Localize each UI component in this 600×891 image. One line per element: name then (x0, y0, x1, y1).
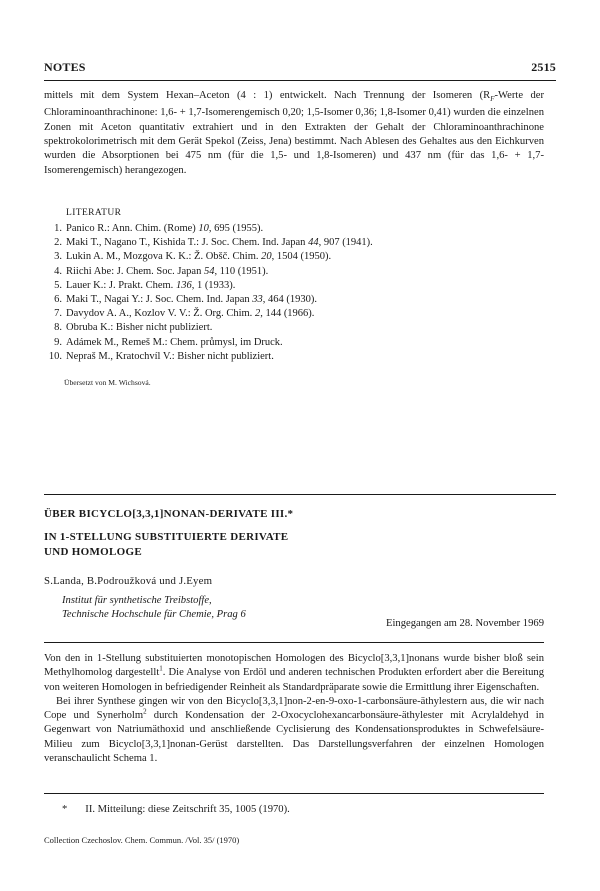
continuation-paragraph (44, 89, 544, 178)
article-separator-rule (44, 494, 556, 495)
reference-item (48, 350, 560, 364)
reference-item (48, 236, 560, 250)
article-subtitle (44, 530, 556, 559)
reference-text (66, 293, 317, 307)
authors: S.Landa, B.Podroužková und J.Eyem (44, 575, 213, 587)
reference-number: 7. (54, 308, 62, 320)
reference-item (48, 293, 560, 307)
body-paragraph-1-text-a: Von den in 1-Stellung substituierten monotopischen Homologen des Bicyclo[3,3,1]nonans wurde bisher bloß sein Methylhomolog dargestellt (44, 653, 544, 679)
reference-pages: , 907 (1941). (318, 237, 373, 249)
body-paragraph-2 (44, 695, 544, 766)
page-number: 2515 (531, 60, 556, 74)
reference-number: 6. (54, 294, 62, 306)
reference-text (66, 307, 314, 321)
reference-volume: 44 (308, 237, 319, 249)
reference-list (48, 222, 560, 364)
reference-citation: Panico R.: Ann. Chim. (Rome) (66, 223, 199, 234)
reference-citation: Lukin A. M., Mozgova K. K.: Ž. Obšč. Chim. (66, 251, 262, 263)
reference-citation: Lauer K.: J. Prakt. Chem. (66, 279, 176, 291)
literature-heading: LITERATUR (66, 208, 122, 218)
article-subtitle-line-1: IN 1-STELLUNG SUBSTITUIERTE DERIVATE (44, 531, 289, 543)
reference-item (48, 307, 560, 321)
reference-number: 8. (54, 322, 62, 334)
citation-mark-1: 1 (159, 664, 163, 673)
reference-volume: 2 (254, 308, 261, 320)
reference-number: 3. (54, 251, 62, 263)
reference-text (66, 250, 331, 264)
article-body (44, 652, 544, 766)
reference-citation: Maki T., Nagai Y.: J. Soc. Chem. Ind. Japan (66, 294, 253, 306)
reference-text (66, 222, 263, 236)
institute-line-1: Institut für synthetische Treibstoffe, (62, 595, 212, 606)
institute-line-2: Technische Hochschule für Chemie, Prag 6 (62, 609, 246, 620)
article-subtitle-line-2: UND HOMOLOGE (44, 545, 143, 558)
reference-text (66, 236, 373, 250)
reference-volume: 54 (203, 265, 215, 277)
translator-note: Übersetzt von M. Wichsová. (64, 378, 151, 387)
article-title: ÜBER BICYCLO[3,3,1]NONAN-DERIVATE III.* (44, 508, 294, 520)
reference-number: 1. (54, 223, 62, 234)
body-paragraph-2-text-a: Bei ihrer Synthese gingen wir von den Bicyclo[3,3,1]non-2-en-9-oxo-1-carbonsäure-äthylestern aus, die wir nach Cope und Synerholm (44, 695, 544, 722)
body-paragraph-2-text-b: durch Kondensation der 2-Oxocyclohexancarbonsäure-äthylester mit Acrylaldehyd in Gegenwart von Natriumäthoxid und anschließende Cyclisierung des Kondensationsproduktes in Schwefelsäure-Milieu zum Bicyclo[3,3,1]nonan-Gerüst darstellten. Das Darstellungsverfahren der einzelnen Homologen veranschaulicht Schema 1. (44, 710, 544, 765)
continuation-subscript: F (490, 95, 495, 104)
journal-footer: Collection Czechoslov. Chem. Commun. /Vol. 35/ (1970) (44, 835, 240, 845)
reference-text (66, 321, 212, 335)
reference-volume: 33 (252, 294, 263, 306)
reference-citation: Adámek M., Remeš M.: Chem. průmysl, im Druck. (66, 336, 283, 348)
reference-text (66, 265, 268, 279)
reference-text (66, 279, 235, 293)
reference-text (66, 350, 274, 364)
body-paragraph-1-text-b: . Die Analyse von Erdöl und anderen technischen Produkten erfordert aber die Bereitung von weiteren Homologen in befriedigender Reinheit als Standardpräparate sowie die Ermittlung ihrer Eigenschaften. (44, 667, 544, 693)
running-head (44, 60, 556, 75)
reference-pages: , 695 (1955). (208, 223, 264, 234)
reference-item (48, 321, 560, 335)
reference-number: 10. (48, 350, 62, 362)
reference-number: 2. (54, 237, 62, 249)
reference-item (48, 336, 560, 350)
continuation-text-a: mittels mit dem System Hexan–Aceton (4 : 1) entwickelt. Nach Trennung der Isomeren (R (44, 90, 491, 101)
reference-pages: , 1 (1933). (191, 279, 236, 291)
reference-citation: Davydov A. A., Kozlov V. V.: Ž. Org. Chim. (66, 308, 255, 320)
continuation-text-b: -Werte der Chloraminoanthrachinone: 1,6- + 1,7-Isomerengemisch 0,20; 1,5-Isomer 0,36; 1,8-Isomer 0,41) wurden die einzelnen Zonen mit Aceton quantitativ extrahiert und in den Extrakten der Gehalt der Chloraminoanthrachinone spektrokolorimetrisch mit dem Gerät Spekol (Zeiss, Jena) bestimmt. Nach Ablesen des Gehaltes aus den Eichkurven wurden die Absorptionen bei 475 nm (für die 1,5- und 1,8-Isomeren) und 437 nm (für das 1,6- + 1,7-Isomerengemisch) herangezogen. (44, 90, 544, 176)
header-rule (44, 80, 556, 81)
institute (62, 594, 246, 622)
reference-citation: Obruba K.: Bisher nicht publiziert. (66, 322, 213, 334)
citation-mark-2: 2 (143, 707, 147, 716)
reference-pages: , 1504 (1950). (271, 251, 332, 263)
reference-volume: 20 (261, 251, 272, 263)
reference-text (66, 336, 283, 350)
footnote-mark: * (62, 804, 68, 815)
reference-citation: Maki T., Nagano T., Kishida T.: J. Soc. Chem. Ind. Japan (66, 237, 309, 249)
reference-volume: 136 (175, 279, 192, 291)
reference-number: 4. (54, 265, 62, 277)
reference-item (48, 279, 560, 293)
reference-volume: 10 (198, 223, 209, 234)
footnote (62, 804, 290, 815)
reference-number: 5. (54, 279, 62, 291)
reference-citation: Riichi Abe: J. Chem. Soc. Japan (66, 265, 204, 277)
reference-item (48, 265, 560, 279)
reference-citation: Nepraš M., Kratochvíl V.: Bisher nicht publiziert. (66, 350, 274, 362)
reference-pages: , 110 (1951). (214, 265, 269, 277)
abstract-rule (44, 642, 544, 643)
reference-pages: , 144 (1966). (260, 308, 315, 320)
footnote-text: II. Mitteilung: diese Zeitschrift 35, 1005 (1970). (85, 804, 290, 815)
received-date: Eingegangen am 28. November 1969 (386, 618, 544, 629)
reference-pages: , 464 (1930). (262, 294, 318, 306)
section-name: NOTES (44, 60, 86, 74)
footnote-rule (44, 793, 544, 794)
reference-item (48, 250, 560, 264)
body-paragraph-1 (44, 652, 544, 695)
reference-item (48, 222, 560, 236)
reference-number: 9. (54, 336, 62, 348)
